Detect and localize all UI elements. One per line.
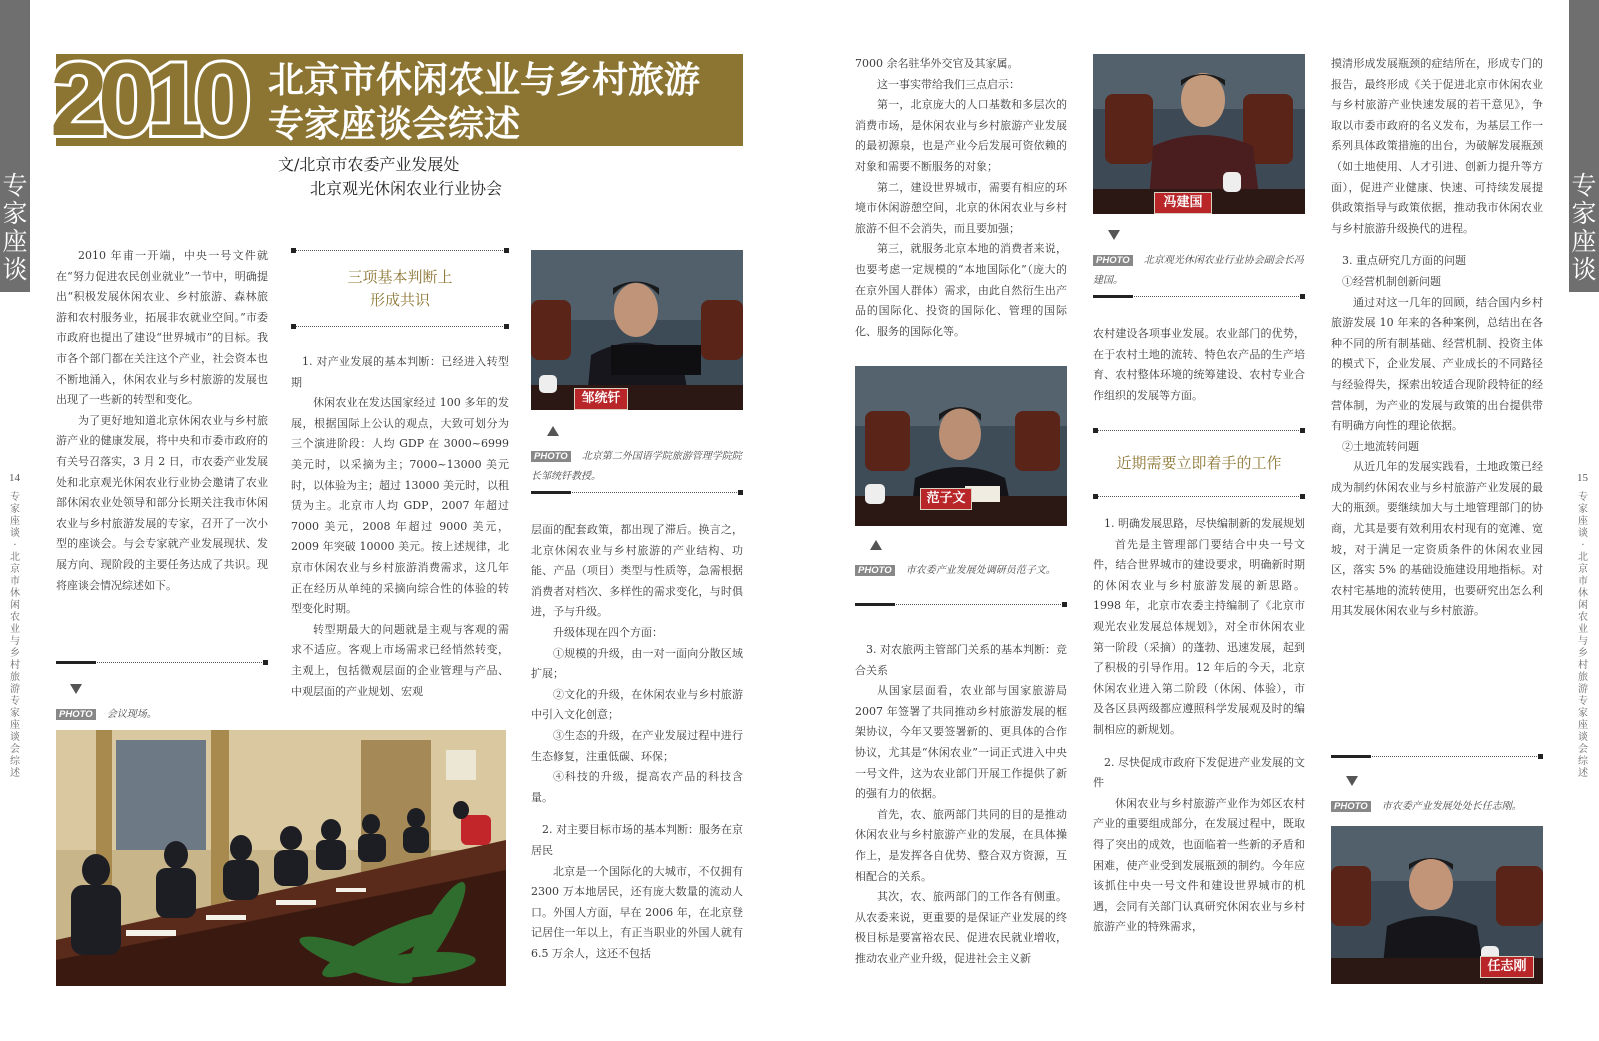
left-tab-top <box>0 0 30 168</box>
byline-2: 北京观光休闲农业行业协会 <box>310 179 503 198</box>
photo2-caption-text: 市农委产业发展处调研员范子文。 <box>905 565 1056 576</box>
nameplate-1: 邹统钎 <box>574 388 628 410</box>
section-tab-right <box>1569 168 1599 292</box>
title-year: 2010 <box>50 42 242 158</box>
col5-h1: 1. 明确发展思路，尽快编制新的发展规划 <box>1104 517 1305 530</box>
col1-rule <box>56 662 268 663</box>
section-tab-left-label: 专家座谈 <box>2 171 28 284</box>
running-head-right: 专家座谈·北京市休闲农业与乡村旅游专家座谈会综述 <box>1578 492 1588 779</box>
col5-spacer <box>1093 741 1305 753</box>
photo4-tag: PHOTO <box>1331 801 1371 812</box>
portrait-photo-1 <box>531 250 743 410</box>
col6-h3: 3. 重点研究几方面的问题 <box>1342 254 1466 268</box>
col6-p3: 从近几年的发展实践看，土地政策已经成为制约休闲农业与乡村旅游产业发展的最大的瓶颈。要继续加大与土地管理部门的协商，尤其是要有效利用农村现有的宽滩、宽坡，对于满足一定资质条件的休闲农业园区，落实 5% 的基础设施建设用地指标。对农村宅基地的流转使用，也要研究出怎么利用其发展休闲农业与乡村旅游。 <box>1331 460 1543 618</box>
col6-p2: 通过对这一几年的回顾，结合国内乡村旅游发展 10 年来的各种案例，总结出在各种不同的所有制基础、经营机制、投资主体的模式下，企业发展、产业成长的不同路径与经验得失，探索出较适合现阶段特征的经营体制，为产业的发展与政策的出台提供带有明确方向性的理论依据。 <box>1331 295 1543 433</box>
col3-p3: 北京是一个国际化的大城市，不仅拥有 2300 万本地居民，还有庞大数量的流动人口。外国人方面，早在 2006 年，在北京登记居住一年以上，有正当职业的外国人就有 6.5 万余人，这还不包括 <box>531 864 743 960</box>
col4-p4: 第三，就服务北京本地的消费者来说，也要考虑一定规模的“本地国际化”（庞大的在京外国人群体）需求，由此自然衍生出产品的国际化、投资的国际化、管理的国际化、服务的国际化等。 <box>855 242 1067 338</box>
title-line1: 北京市休闲农业与乡村旅游 <box>268 59 701 101</box>
meeting-caption <box>56 702 157 722</box>
photo1-caption <box>531 444 743 484</box>
col3-l4: ④科技的升级，提高农产品的科技含量。 <box>531 770 743 804</box>
nameplate-2: 范子文 <box>920 488 972 510</box>
right-tab-top <box>1569 0 1599 168</box>
col4-rule <box>855 604 1067 605</box>
photo4-caption <box>1331 794 1543 814</box>
photo2-tag: PHOTO <box>855 565 895 576</box>
meeting-caption-text: 会议现场。 <box>106 709 157 720</box>
col5-text-b <box>1093 514 1305 938</box>
col3-p2: 升级体现在四个方面： <box>553 625 663 639</box>
col3-spacer <box>531 808 743 820</box>
col6-text <box>1331 54 1543 622</box>
col4-p1: 这一事实带给我们三点启示： <box>877 77 1020 91</box>
col5-h2: 2. 尽快促成市政府下发促进产业发展的文件 <box>1093 755 1305 790</box>
col3-l2: ②文化的升级，在休闲农业与乡村旅游中引入文化创意； <box>531 687 743 722</box>
photo1-caption-text: 北京第二外国语学院旅游管理学院院长邹统钎教授。 <box>531 451 742 482</box>
page-number-right: 15 <box>1577 472 1588 484</box>
col3-l1: ①规模的升级，由一对一面向分散区域扩展； <box>531 646 743 681</box>
photo3-caption <box>1093 248 1305 288</box>
col4-text <box>855 54 1067 342</box>
col4b-p3: 其次，农、旅两部门的工作各有侧重。从农委来说，更重要的是保证产业发展的终极目标是要富裕农民、促进农民就业增收，推动农业产业升级，促进社会主义新 <box>855 890 1067 965</box>
col6-s2: ②土地流转问题 <box>1342 439 1419 453</box>
col6-s1: ①经营机制创新问题 <box>1342 274 1441 288</box>
col2-section-title-2: 形成共识 <box>369 291 430 309</box>
photo2-caption <box>855 558 1067 578</box>
col4b-text <box>855 640 1067 970</box>
title-line2: 专家座谈会综述 <box>268 103 521 145</box>
col2-rule-mid <box>291 326 509 327</box>
col1-p2: 为了更好地知道北京休闲农业与乡村旅游产业的健康发展，将中央和市委市政府的有关号召落实，3 月 2 日，市农委产业发展处和北京观光休闲农业行业协会邀请了农业部休闲农业处领导和部分长期关注我市休闲农业与乡村旅游发展的专家，召开了一次小型的座谈会。与会专家就产业发展现状、发展方向、现阶段的主要任务达成了共识。现将座谈会情况综述如下。 <box>56 413 268 592</box>
portrait-photo-3 <box>1093 54 1305 214</box>
col4b-h3: 3. 对农旅两主管部门关系的基本判断：竞合关系 <box>855 643 1067 677</box>
byline-1: 文/北京市农委产业发展处 <box>278 155 460 174</box>
col5-rule-sec-top <box>1093 430 1305 431</box>
col2-p1: 休闲农业在发达国家经过 100 多年的发展，根据国际上公认的观点，大致可划分为三个演进阶段：人均 GDP 在 3000~6999 美元时，以采摘为主；7000~13000 美元时，以体验为主；超过 13000 美元时，以租赁为主。北京市人均 GDP，2007 年超过 7000 美元，2008 年超过 9000 美元，2009 年突破 10000 美元。按上述规律，北京市休闲农业与乡村旅游消费需求，这几年正在经历从单纯的采摘向综合性的体验的转型变化时期。 <box>291 396 509 616</box>
nameplate-3: 冯建国 <box>1154 192 1212 214</box>
col2-section-title <box>291 266 509 312</box>
col3-p1: 层面的配套政策，都出现了滞后。换言之，北京休闲农业与乡村旅游的产业结构、功能、产品（项目）类型与性质等，急需根据消费者对档次、多样性的需求变化，与时俱进，予与升级。 <box>531 523 743 619</box>
col4b-p2: 首先，农、旅两部门共同的目的是推动休闲农业与乡村旅游产业的发展，在具体操作上，是发挥各自优势、整合双方资源，互相配合的关系。 <box>855 807 1067 883</box>
col4-p0: 7000 余名驻华外交官及其家属。 <box>855 57 1019 70</box>
col2-p2: 转型期最大的问题就是主观与客观的需求不适应。客观上市场需求已经悄然转变，主观上，包括微观层面的企业管理与产品、中观层面的产业规划、宏观 <box>291 622 509 698</box>
photo1-arrow <box>547 426 559 436</box>
photo4-caption-text: 市农委产业发展处处长任志刚。 <box>1381 801 1522 812</box>
running-head-left: 专家座谈·北京市休闲农业与乡村旅游专家座谈会综述 <box>10 492 20 779</box>
col5-rule-sec-bottom <box>1093 496 1305 497</box>
col4-p3: 第二，建设世界城市，需要有相应的环境市休闲游憩空间，北京的休闲农业与乡村旅游不但不会消失，而且要加强； <box>855 180 1067 235</box>
col5-p3: 休闲农业与乡村旅游产业作为郊区农村产业的重要组成部分，在发展过程中，既取得了突出的成效，也面临着一些新的矛盾和困难，使产业受到发展瓶颈的制约。今年应该抓住中央一号文件和建设世界城市的机遇，会同有关部门认真研究休闲农业与乡村旅游产业的特殊需求， <box>1093 796 1305 934</box>
nameplate-4: 任志刚 <box>1480 956 1534 978</box>
meeting-photo <box>56 730 506 986</box>
page-number-left: 14 <box>9 472 20 484</box>
col2-section-title-1: 三项基本判断上 <box>347 268 453 286</box>
col5-p2: 首先是主管理部门要结合中央一号文件，结合世界城市的建设要求，明确新时期的休闲农业与乡村旅游发展的新思路。1998 年，北京市农委主持编制了《北京市观光农业发展总体规划》，对全市休闲农业第一阶段（采摘）的蓬勃、迅速发展，起到了积极的引导作用。12 年后的今天，北京休闲农业进入第二阶段（休闲、体验），市及各区县两级都应遵照科学发展观及时的编制相应的新规划。 <box>1093 537 1305 736</box>
col2-h1: 1. 对产业发展的基本判断：已经进入转型期 <box>291 355 509 389</box>
col3-l3: ③生态的升级，在产业发展过程中进行生态修复，注重低碳、环保； <box>531 728 743 763</box>
col5-p1: 农村建设各项事业发展。农业部门的优势，在于农村土地的流转、特色农产品的生产培育、农村整体环境的统筹建设、农村专业合作组织的发展等方面。 <box>1093 327 1305 402</box>
photo3-arrow <box>1108 230 1120 240</box>
col2-text <box>291 352 509 702</box>
col5-text-a <box>1093 324 1305 406</box>
col3-text <box>531 520 743 964</box>
section-tab-left <box>0 168 30 292</box>
col1-text <box>56 246 268 596</box>
photo3-caption-text: 北京观光休闲农业行业协会副会长冯建国。 <box>1093 255 1304 286</box>
photo4-arrow <box>1346 776 1358 786</box>
photo2-arrow <box>870 540 882 550</box>
col6-p1: 摸清形成发展瓶颈的症结所在，形成专门的报告，最终形成《关于促进北京市休闲农业与乡村旅游产业快速发展的若干意见》，争取以市委市政府的名义发布，为基层工作一系列具体政策措施的出台，为破解发展瓶颈（如土地使用、人才引进、创新力提升等方面），促进产业健康、快速、可持续发展提供政策指导与政策依据，推动我市休闲农业与乡村旅游升级换代的进程。 <box>1331 57 1543 235</box>
col1-p1: 2010 年甫一开端，中央一号文件就在“努力促进农民创业就业”一节中，明确提出“积极发展休闲农业、乡村旅游、森林旅游和农村服务业，拓展非农就业空间。”市委市政府也提出了建设“世界城市”的目标。我市各个部门都在关注这个产业，社会资本也不断地涌入，休闲农业与乡村旅游的发展也出现了一些新的转型和变化。 <box>56 249 268 407</box>
photo-tag: PHOTO <box>56 709 96 720</box>
photo1-tag: PHOTO <box>531 451 571 462</box>
col6-spacer <box>1331 239 1543 251</box>
col6-rule <box>1331 756 1543 757</box>
col2-rule-top <box>291 250 509 251</box>
section-tab-right-label: 专家座谈 <box>1571 171 1597 284</box>
caption-arrow <box>70 684 82 694</box>
col4-p2: 第一，北京庞大的人口基数和多层次的消费市场，是休闲农业与乡村旅游产业发展的最初源泉，也是产业今后发展可资依赖的对象和需要不断服务的对象； <box>855 98 1067 173</box>
col5-rule-top <box>1093 296 1305 297</box>
col5-section-title: 近期需要立即着手的工作 <box>1116 454 1282 472</box>
photo3-tag: PHOTO <box>1093 255 1133 266</box>
col4b-p1: 从国家层面看，农业部与国家旅游局 2007 年签署了共同推动乡村旅游发展的框架协议，今年又要签署新的、更具体的合作协议，尤其是“休闲农业”一词正式进入中央一号文件，这为农业部门开展工作提供了新的强有力的依据。 <box>855 684 1067 801</box>
col3-h2: 2. 对主要目标市场的基本判断：服务在京居民 <box>531 823 743 857</box>
col3-rule <box>531 492 743 493</box>
